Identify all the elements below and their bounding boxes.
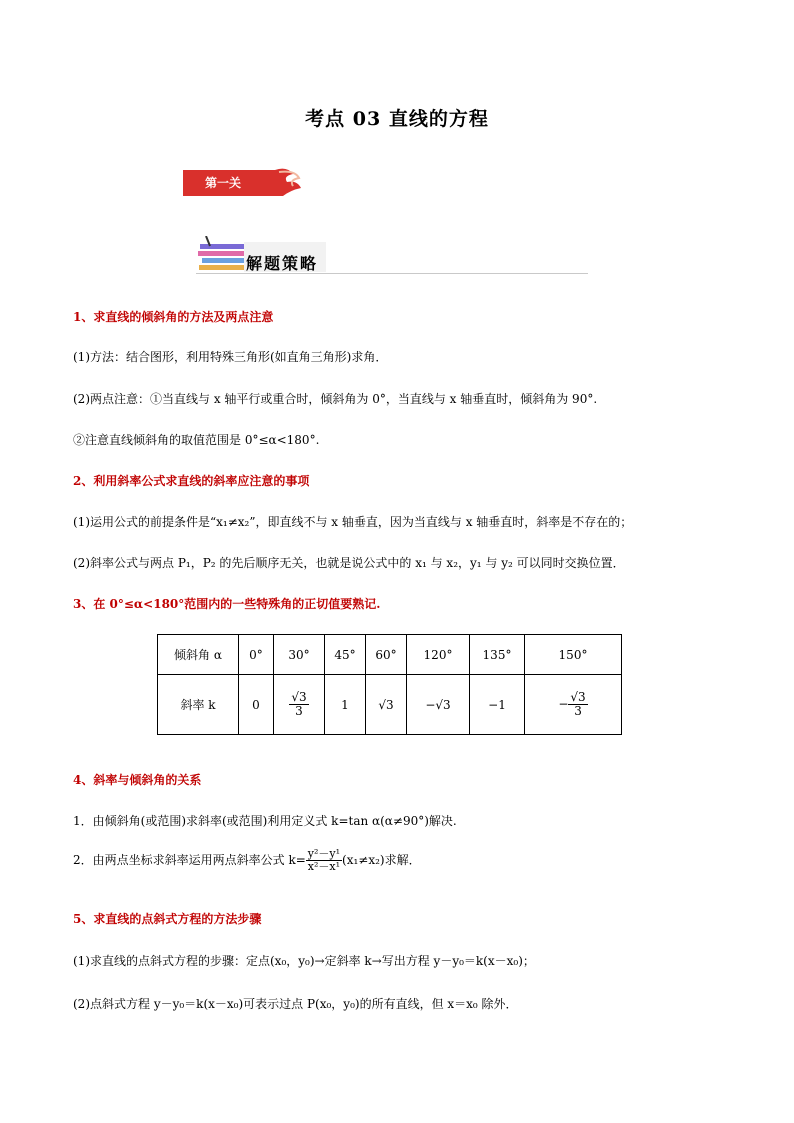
section-4-p1: 1．由倾斜角(或范围)求斜率(或范围)利用定义式 k=tan α(α≠90°)解决.	[73, 814, 457, 828]
banner-graphic	[183, 168, 303, 198]
denominator: 3	[574, 704, 582, 718]
fraction	[568, 691, 587, 718]
tangent-table	[157, 634, 622, 735]
row-label-slope: 斜率 k	[158, 675, 239, 735]
formula-numerator: y²－y¹	[307, 847, 341, 860]
page-title: 考点 03 直线的方程	[305, 108, 489, 130]
slope-formula	[306, 848, 342, 873]
section-4-heading: 4、斜率与倾斜角的关系	[73, 773, 202, 787]
divider	[196, 273, 588, 274]
slope-cell: 0	[239, 675, 274, 735]
angle-cell: 45°	[325, 635, 366, 675]
slope-cell: 1	[325, 675, 366, 735]
strategy-label: 解题策略	[246, 254, 319, 273]
section-5-p2: (2)点斜式方程 y－y₀＝k(x－x₀)可表示过点 P(x₀，y₀)的所有直线，但 x＝x₀ 除外．	[73, 997, 518, 1011]
section-4-p2	[73, 848, 421, 873]
slope-cell	[525, 675, 622, 735]
section-5-heading: 5、求直线的点斜式方程的方法步骤	[73, 912, 262, 926]
slope-cell: −√3	[407, 675, 470, 735]
formula-suffix: (x₁≠x₂)求解．	[342, 853, 421, 868]
row-label-angle: 倾斜角 α	[158, 635, 239, 675]
slope-cell: √3	[366, 675, 407, 735]
minus-sign: −	[558, 697, 569, 711]
section-1-heading: 1、求直线的倾斜角的方法及两点注意	[73, 310, 274, 324]
section-2-p1: (1)运用公式的前提条件是“x₁≠x₂”，即直线不与 x 轴垂直，因为当直线与 x 轴垂直时，斜率是不存在的；	[73, 515, 633, 529]
angle-cell: 120°	[407, 635, 470, 675]
formula-prefix: 2．由两点坐标求斜率运用两点斜率公式 k=	[73, 853, 306, 868]
angle-cell: 150°	[525, 635, 622, 675]
angle-cell: 0°	[239, 635, 274, 675]
section-2-p2: (2)斜率公式与两点 P₁，P₂ 的先后顺序无关，也就是说公式中的 x₁ 与 x₂，y₁ 与 y₂ 可以同时交换位置．	[73, 556, 625, 570]
section-2-heading: 2、利用斜率公式求直线的斜率应注意的事项	[73, 474, 310, 488]
numerator: √3	[570, 689, 586, 704]
banner-label: 第一关	[205, 176, 242, 190]
angle-cell: 135°	[470, 635, 525, 675]
section-1-p2: (2)两点注意：①当直线与 x 轴平行或重合时，倾斜角为 0°，当直线与 x 轴垂直时，倾斜角为 90°.	[73, 392, 598, 406]
fraction	[289, 691, 308, 718]
section-1-p3: ②注意直线倾斜角的取值范围是 0°≤α<180°.	[73, 433, 320, 447]
angle-cell: 60°	[366, 635, 407, 675]
formula-denominator: x²－x¹	[307, 860, 341, 874]
numerator: √3	[291, 689, 307, 704]
denominator: 3	[295, 704, 303, 718]
angle-cell: 30°	[274, 635, 325, 675]
slope-cell: −1	[470, 675, 525, 735]
slope-cell	[274, 675, 325, 735]
section-5-p1: (1)求直线的点斜式方程的步骤：定点(x₀，y₀)→定斜率 k→写出方程 y－y₀＝k(x－x₀)；	[73, 954, 535, 968]
section-1-p1: (1)方法：结合图形，利用特殊三角形(如直角三角形)求角．	[73, 350, 388, 364]
section-3-heading: 3、在 0°≤α<180°范围内的一些特殊角的正切值要熟记.	[73, 597, 381, 611]
